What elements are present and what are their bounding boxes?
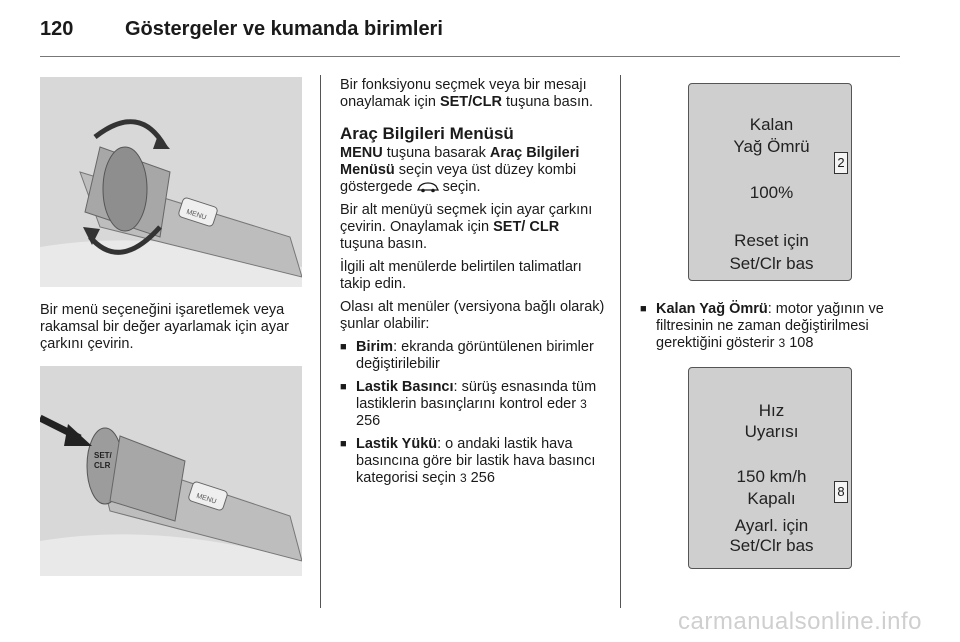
photo2-menu-label: MENU: [195, 492, 218, 506]
wheel-caption: Bir menü seçeneğini işaretlemek veya rakamsal bir değer ayarlamak için ayar çarkını çevirin.: [40, 302, 290, 352]
display1-line1: Kalan: [749, 115, 794, 134]
bullet-bold: Lastik Yükü: [356, 436, 438, 452]
oil-life-display: [688, 83, 852, 281]
display2-line6: Set/Clr bas: [729, 536, 814, 555]
display1-line5: Set/Clr bas: [729, 254, 814, 273]
menu-bold: MENU: [340, 145, 383, 161]
watermark: carmanualsonline.info: [678, 608, 922, 635]
submenu-bold: SET/ CLR: [493, 219, 560, 235]
display2-line3: 150 km/h: [736, 467, 807, 486]
menu-bold-2: Araç Bilgileri Menüsü: [340, 145, 580, 178]
page-number: 120: [40, 18, 74, 40]
page-header: [40, 14, 900, 46]
bullet-bold: Lastik Basıncı: [356, 379, 454, 395]
menu-text-1: tuşuna basarak: [382, 145, 490, 161]
set-clr-illustration: [40, 366, 302, 576]
right-column-text: [640, 301, 902, 358]
bullet-text: : ekranda görüntülenen birimler değiştirilebilir: [356, 339, 594, 372]
page-title: Göstergeler ve kumanda birimleri: [125, 18, 443, 40]
bullet-text: : sürüş esnasında tüm lastiklerin basınçlarını kontrol eder: [356, 379, 597, 412]
bullet-lastik-yuku: [340, 436, 605, 487]
stalk-wheel-illustration: [40, 77, 302, 287]
column-divider-left: [320, 75, 321, 608]
display2-line1: Hız: [758, 401, 785, 420]
photo2-set-label: SET/: [94, 451, 112, 460]
set-clr-photo: [40, 366, 302, 576]
page-reference[interactable]: 256: [356, 413, 381, 429]
page-reference[interactable]: 256: [466, 470, 495, 486]
middle-column: [340, 77, 605, 493]
intro-bold: SET/CLR: [439, 94, 502, 110]
bullet-bold: Birim: [356, 339, 394, 355]
speed-warning-display: [688, 367, 852, 569]
bullet-bold: Kalan Yağ Ömrü: [656, 301, 768, 317]
submenu-paragraph: [340, 202, 605, 253]
car-icon: [417, 181, 439, 193]
bullet-text: : o andaki lastik hava basıncına göre bir lastik hava basıncı kategorisi seçin: [356, 436, 596, 486]
display2-line2: Uyarısı: [744, 422, 799, 441]
photo2-clr-label: CLR: [94, 461, 111, 470]
column-divider-right: [620, 75, 621, 608]
instructions-paragraph: İlgili alt menülerde belirtilen talimatları takip edin.: [340, 259, 582, 292]
bullet-kalan-yag-omru: [640, 301, 902, 352]
header-rule: [40, 56, 900, 57]
stalk-wheel-photo: [40, 77, 302, 287]
display2-line5: Ayarl. için: [734, 516, 809, 535]
display1-line2: Yağ Ömrü: [733, 137, 810, 156]
display2-badge: 8: [834, 481, 848, 503]
intro-text-end: tuşuna basın.: [501, 94, 594, 110]
bullet-lastik-basinci: [340, 379, 605, 430]
menu-paragraph: [340, 145, 605, 196]
submenu-text-2: tuşuna basın.: [340, 236, 428, 252]
menu-text-3: seçin.: [438, 179, 481, 195]
section-heading: Araç Bilgileri Menüsü: [340, 124, 514, 143]
menu-text-2: seçin veya üst düzey kombi göstergede: [340, 162, 577, 195]
intro-paragraph: [340, 77, 605, 111]
bullet-birim: [340, 339, 605, 373]
options-paragraph: Olası alt menüler (versiyona bağlı olarak) şunlar olabilir:: [340, 299, 605, 332]
reference-arrow-icon: 3: [459, 471, 467, 485]
reference-arrow-icon: 3: [580, 397, 587, 411]
submenu-text-1: Bir alt menüyü seçmek için ayar çarkını çevirin. Onaylamak için: [340, 202, 593, 235]
page-reference[interactable]: 108: [785, 335, 814, 351]
display2-line4: Kapalı: [747, 489, 796, 508]
photo1-menu-label: MENU: [185, 208, 208, 222]
bullet-text: : motor yağının ve filtresinin ne zaman değiştirilmesi gerektiğini gösterir: [656, 301, 884, 351]
reference-arrow-icon: 3: [778, 336, 786, 350]
intro-text: Bir fonksiyonu seçmek veya bir mesajı onaylamak için: [340, 77, 587, 110]
display1-line3: 100%: [749, 183, 794, 202]
display1-badge: 2: [834, 152, 848, 174]
display1-line4: Reset için: [734, 231, 809, 250]
